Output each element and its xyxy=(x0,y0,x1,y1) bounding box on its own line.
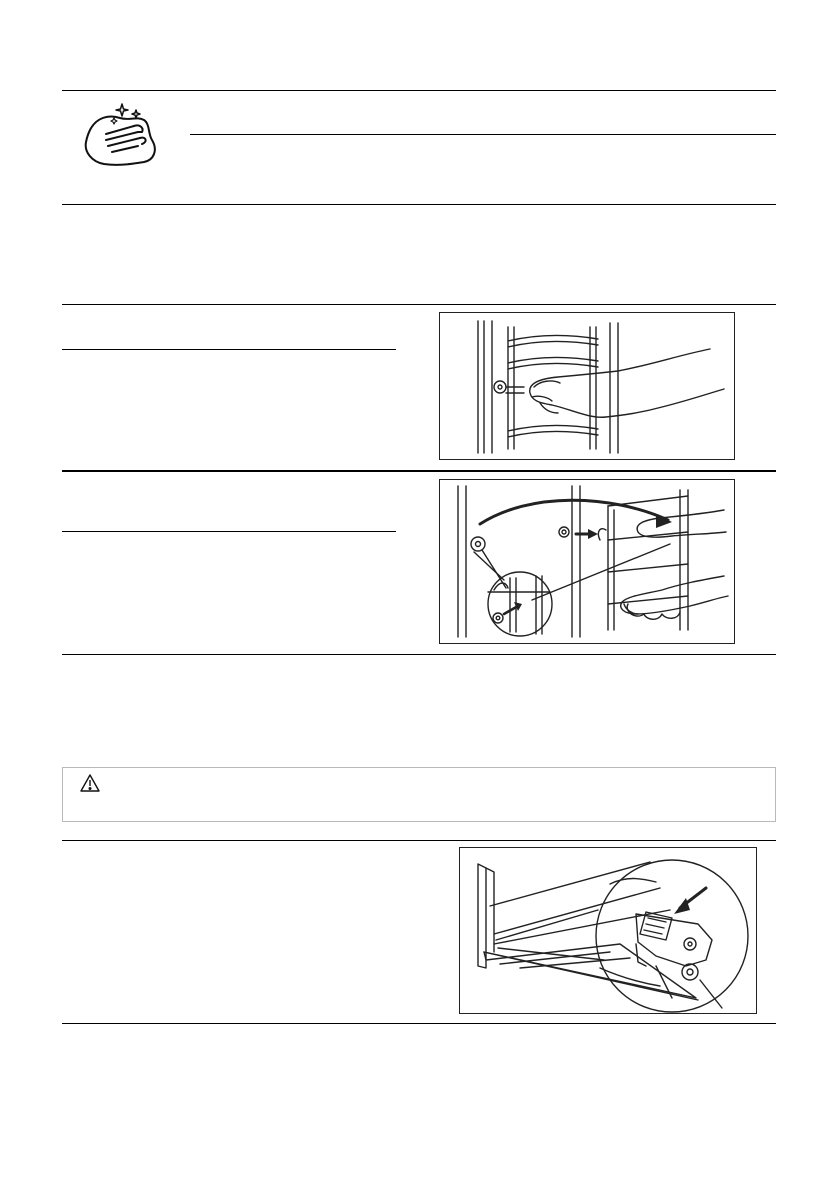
section-rule xyxy=(62,304,776,305)
step-divider xyxy=(62,470,776,472)
section-rule xyxy=(62,654,776,655)
section-rule-bottom xyxy=(62,1023,776,1024)
section-rule xyxy=(62,840,776,841)
warning-triangle-icon xyxy=(79,773,101,793)
step-underline xyxy=(62,531,396,532)
heading-underline xyxy=(190,134,776,135)
section-rule-top xyxy=(62,90,776,91)
warning-box xyxy=(62,767,776,822)
section-rule xyxy=(62,204,776,205)
cleaning-hand-icon xyxy=(78,100,168,172)
remove-shelf-support-figure xyxy=(439,312,735,460)
door-hinge-figure xyxy=(459,847,757,1014)
install-shelf-support-figure xyxy=(439,479,735,644)
step-underline xyxy=(62,349,396,350)
